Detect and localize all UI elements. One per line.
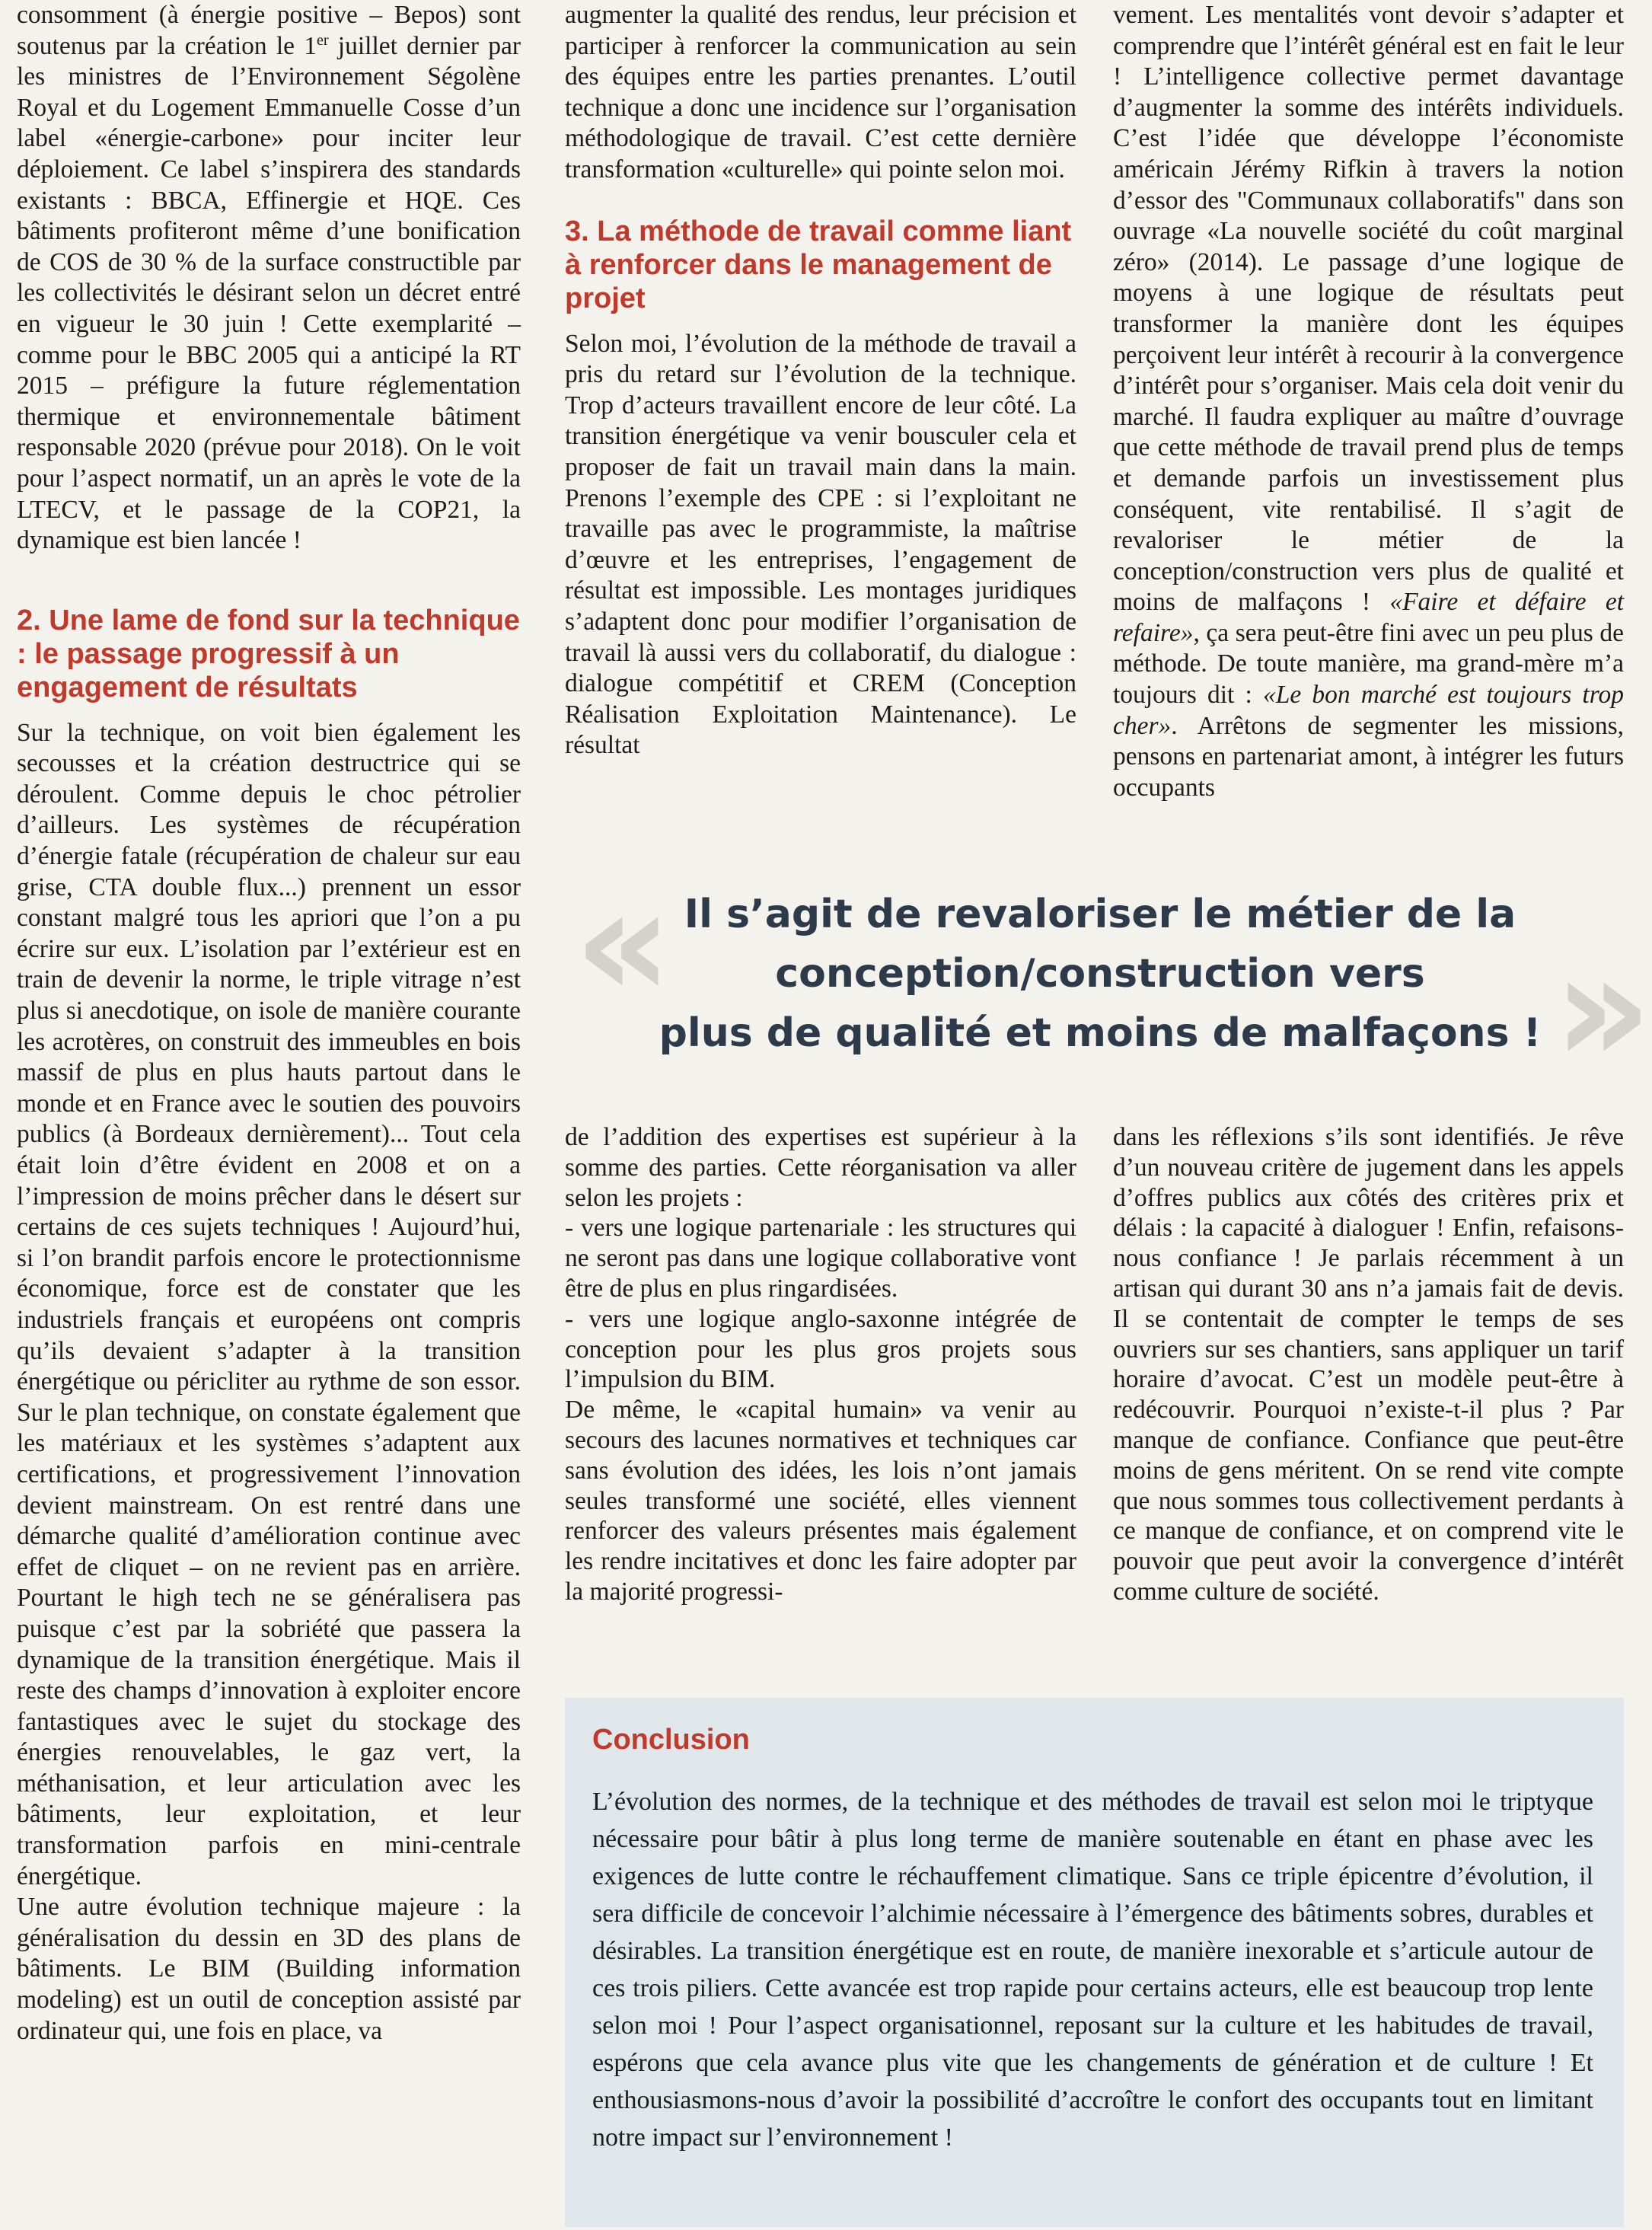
- column-2-lower: [565, 1122, 1076, 1607]
- paragraph: dans les réflexions s’ils sont identifiés. Je rêve d’un nouveau critère de jugement dans les appels d’offres publics aux côtés des critères prix et délais : la capacité à dialoguer ! Enfin, refaisons-nous confiance ! Je parlais récemment à un artisan qui durant 30 ans n’a jamais fait de devis. Il se contentait de compter le temps de ses ouvriers sur ses chantiers, sans appliquer un tarif horaire d’avocat. C’est un modèle peut-être à redécouvrir. Pourquoi n’existe-t-il plus ? Par manque de confiance. Confiance que peut-être moins de gens méritent. On se rend vite compte que nous sommes tous collectivement perdants à ce manque de confiance, et on comprend vite le pouvoir que peut avoir la convergence d’intérêt comme culture de société.: [1113, 1123, 1624, 1606]
- pull-quote: [574, 855, 1652, 1098]
- paragraph: Une autre évolution technique majeure : la généralisation du dessin en 3D des plans de bâtiments. Le BIM (Building information modeling) est un outil de conception assisté par ordinateur qui, une fois en place, va: [17, 1893, 521, 2045]
- close-quote-mark: »: [1553, 920, 1652, 1098]
- paragraph: de l’addition des expertises est supérieur à la somme des parties. Cette réorganisation va aller selon les projets :: [565, 1123, 1076, 1212]
- column-1: [17, 0, 521, 2047]
- pull-quote-line: plus de qualité et moins de malfaçons !: [659, 1010, 1542, 1056]
- conclusion-text: L’évolution des normes, de la technique et des méthodes de travail est selon moi le triptyque nécessaire pour bâtir à plus long terme de manière soutenable en étant en phase avec les exigences de lutte contre le réchauffement climatique. Sans ce triple épicentre d’évolution, il sera difficile de concevoir l’alchimie nécessaire à l’émergence des bâtiments sobres, durables et désirables. La transition énergétique est en route, de manière inexorable et s’articule autour de ces trois piliers. Cette avancée est trop rapide pour certains acteurs, elle est beaucoup trop lente selon moi ! Pour l’aspect organisationnel, reposant sur la culture et les habitudes de travail, espérons que cela avance plus vite que les changements de génération et de culture ! Et enthousiasmons-nous d’avoir la possibilité d’accroître le confort des occupants tout en limitant notre impact sur l’environnement !: [592, 1788, 1593, 2152]
- pull-quote-text: [624, 885, 1576, 1063]
- pull-quote-line: conception/construction vers: [775, 951, 1425, 997]
- conclusion-box: [565, 1698, 1624, 2227]
- section-heading-2: 2. Une lame de fond sur la technique : le passage progressif à un engagement de résultats: [17, 604, 520, 703]
- column-3: [1113, 0, 1624, 803]
- conclusion-title: Conclusion: [592, 1724, 750, 1756]
- pull-quote-line: Il s’agit de revaloriser le métier de la: [684, 892, 1516, 937]
- paragraph: vement. Les mentalités vont devoir s’adapter et comprendre que l’intérêt général est en fait le leur ! L’intelligence collective permet davantage d’augmenter la somme des intérêts individuels. C’est l’idée que développe l’économiste américain Jérémy Rifkin à travers la notion d’essor des "Communaux collaboratifs" dans son ouvrage «La nouvelle société du coût marginal zéro» (2014). Le passage d’une logique de moyens à une logique de résultats peut transformer la manière dont les équipes perçoivent leur intérêt à recourir à la convergence d’intérêt pour s’organiser. Mais cela doit venir du marché. Il faudra expliquer au maître d’ouvrage que cette méthode de travail prend plus de temps et demande parfois un investissement plus conséquent, vite rentabilisé. Il s’agit de revaloriser le métier de la conception/construction vers plus de qualité et moins de malfaçons ! «Faire et défaire et refaire», ça sera peut-être fini avec un peu plus de méthode. De toute manière, ma grand-mère m’a toujours dit : «Le bon marché est toujours trop cher». Arrêtons de segmenter les missions, pensons en partenariat amont, à intégrer les futurs occupants: [1113, 1, 1624, 802]
- paragraph: augmenter la qualité des rendus, leur précision et participer à renforcer la communication au sein des équipes entre les parties prenantes. L’outil technique a donc une incidence sur l’organisation méthodologique de travail. C’est cette dernière transformation «culturelle» qui pointe selon moi.: [565, 1, 1076, 183]
- paragraph: Selon moi, l’évolution de la méthode de travail a pris du retard sur l’évolution de la technique. Trop d’acteurs travaillent encore de leur côté. La transition énergétique va venir bousculer cela et proposer de fait un travail main dans la main. Prenons l’exemple des CPE : si l’exploitant ne travaille pas avec le programmiste, la maîtrise d’œuvre et les entreprises, l’engagement de résultat est impossible. Les montages juridiques s’adaptent donc pour modifier l’organisation de travail là aussi vers du collaboratif, du dialogue : dialogue compétitif et CREM (Conception Réalisation Exploitation Maintenance). Le résultat: [565, 329, 1076, 760]
- column-2: [565, 0, 1076, 761]
- paragraph: - vers une logique partenariale : les structures qui ne seront pas dans une logique collaborative vont être de plus en plus ringardisées.: [565, 1214, 1076, 1303]
- paragraph: consomment (à énergie positive – Bepos) sont soutenus par la création le 1er juillet dernier par les ministres de l’Environnement Ségolène Royal et du Logement Emmanuelle Cosse d’un label «énergie-carbone» pour inciter leur déploiement. Ce label s’inspirera des standards existants : BBCA, Effinergie et HQE. Ces bâtiments profiteront même d’une bonification de COS de 30 % de la surface constructible par les collectivités le désirant selon un décret entré en vigueur le 30 juin ! Cette exemplarité – comme pour le BBC 2005 qui a anticipé la RT 2015 – préfigure la future réglementation thermique et environnementale bâtiment responsable 2020 (prévue pour 2018). On le voit pour l’aspect normatif, un an après le vote de la LTECV, et le passage de la COP21, la dynamique est bien lancée !: [17, 1, 521, 555]
- paragraph: De même, le «capital humain» va venir au secours des lacunes normatives et techniques car sans évolution des idées, les lois n’ont jamais seules transformé une société, elles viennent renforcer des valeurs présentes mais également les rendre incitatives et donc les faire adopter par la majorité progressi-: [565, 1396, 1076, 1606]
- paragraph: Sur la technique, on voit bien également les secousses et la création destructrice qui se déroulent. Comme depuis le choc pétrolier d’ailleurs. Les systèmes de récupération d’énergie fatale (récupération de chaleur sur eau grise, CTA double flux...) prennent un essor constant malgré tous les apriori que l’on a pu écrire sur eux. L’isolation par l’extérieur est en train de devenir la norme, le triple vitrage n’est plus si anecdotique, on isole de manière courante les acrotères, on construit des immeubles en bois massif de plus en plus hauts partout dans le monde et en France avec le soutien des pouvoirs publics (à Bordeaux dernièrement)... Tout cela était loin d’être évident en 2008 et on a l’impression de moins prêcher dans le désert sur certains de ces sujets techniques ! Aujourd’hui, si l’on brandit parfois encore le protectionnisme économique, force est de constater que les industriels français et européens ont compris qu’ils devaient s’adapter à la transition énergétique ou péricliter au rythme de son essor. Sur le plan technique, on constate également que les matériaux et les systèmes s’adaptent aux certifications, et progressivement l’innovation devient mainstream. On est rentré dans une démarche qualité d’amélioration continue avec effet de cliquet – on ne revient pas en arrière. Pourtant le high tech ne se généralisera pas puisque c’est par la sobriété que passera la dynamique de la transition énergétique. Mais il reste des champs d’innovation à exploiter encore fantastiques avec le sujet du stockage des énergies renouvelables, le gaz vert, la méthanisation, et leur articulation avec les bâtiments, leur exploitation, et leur transformation parfois en mini-centrale énergétique.: [17, 718, 521, 1890]
- section-heading-3: 3. La méthode de travail comme liant à renforcer dans le management de projet: [565, 215, 1072, 314]
- column-3-lower: [1113, 1122, 1624, 1607]
- paragraph: - vers une logique anglo-saxonne intégrée de conception pour les plus gros projets sous l’impulsion du BIM.: [565, 1304, 1076, 1394]
- open-quote-mark: «: [574, 855, 673, 1032]
